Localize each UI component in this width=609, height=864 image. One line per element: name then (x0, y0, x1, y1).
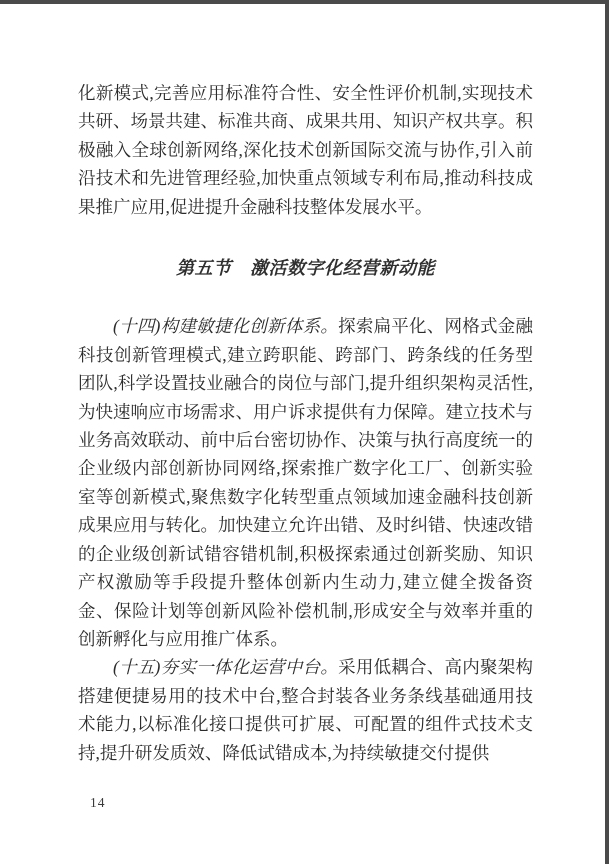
paragraph-14 (78, 312, 533, 653)
page-content (78, 79, 533, 767)
continuation-paragraph: 化新模式,完善应用标准符合性、安全性评价机制,实现技术共研、场景共建、标准共商、成果共用、知识产权共享。积极融入全球创新网络,深化技术创新国际交流与协作,引入前沿技术和先进管理经验,加快重点领域专利布局,推动科技成果推广应用,促进提升金融科技整体发展水平。 (78, 83, 533, 217)
paragraph-15-lead: (十五)夯实一体化运营中台。 (113, 657, 339, 678)
scan-edge-right (605, 0, 609, 864)
page-number: 14 (90, 795, 106, 810)
section-heading: 第五节 激活数字化经营新动能 (176, 258, 435, 279)
scan-edge-top (0, 0, 609, 4)
paragraph-15-body: 采用低耦合、高内聚架构搭建便捷易用的技术中台,整合封装各业务条线基础通用技术能力,以标准化接口提供可扩展、可配置的组件式技术支持,提升研发质效、降低试错成本,为持续敏捷交付提供 (78, 657, 534, 763)
paragraph-15 (78, 653, 533, 767)
paragraph-14-lead: (十四)构建敏捷化创新体系。 (113, 316, 339, 337)
paragraph-14-body: 探索扁平化、网格式金融科技创新管理模式,建立跨职能、跨部门、跨条线的任务型团队,科学设置技业融合的岗位与部门,提升组织架构灵活性,为快速响应市场需求、用户诉求提供有力保障。建立技术与业务高效联动、前中后台密切协作、决策与执行高度统一的企业级内部创新协同网络,探索推广数字化工厂、创新实验室等创新模式,聚焦数字化转型重点领域加速金融科技创新成果应用与转化。加快建立允许出错、及时纠错、快速改错的企业级创新试错容错机制,积极探索通过创新奖励、知识产权激励等手段提升整体创新内生动力,建立健全拨备资金、保险计划等创新风险补偿机制,形成安全与效率并重的创新孵化与应用推广体系。 (78, 316, 534, 649)
